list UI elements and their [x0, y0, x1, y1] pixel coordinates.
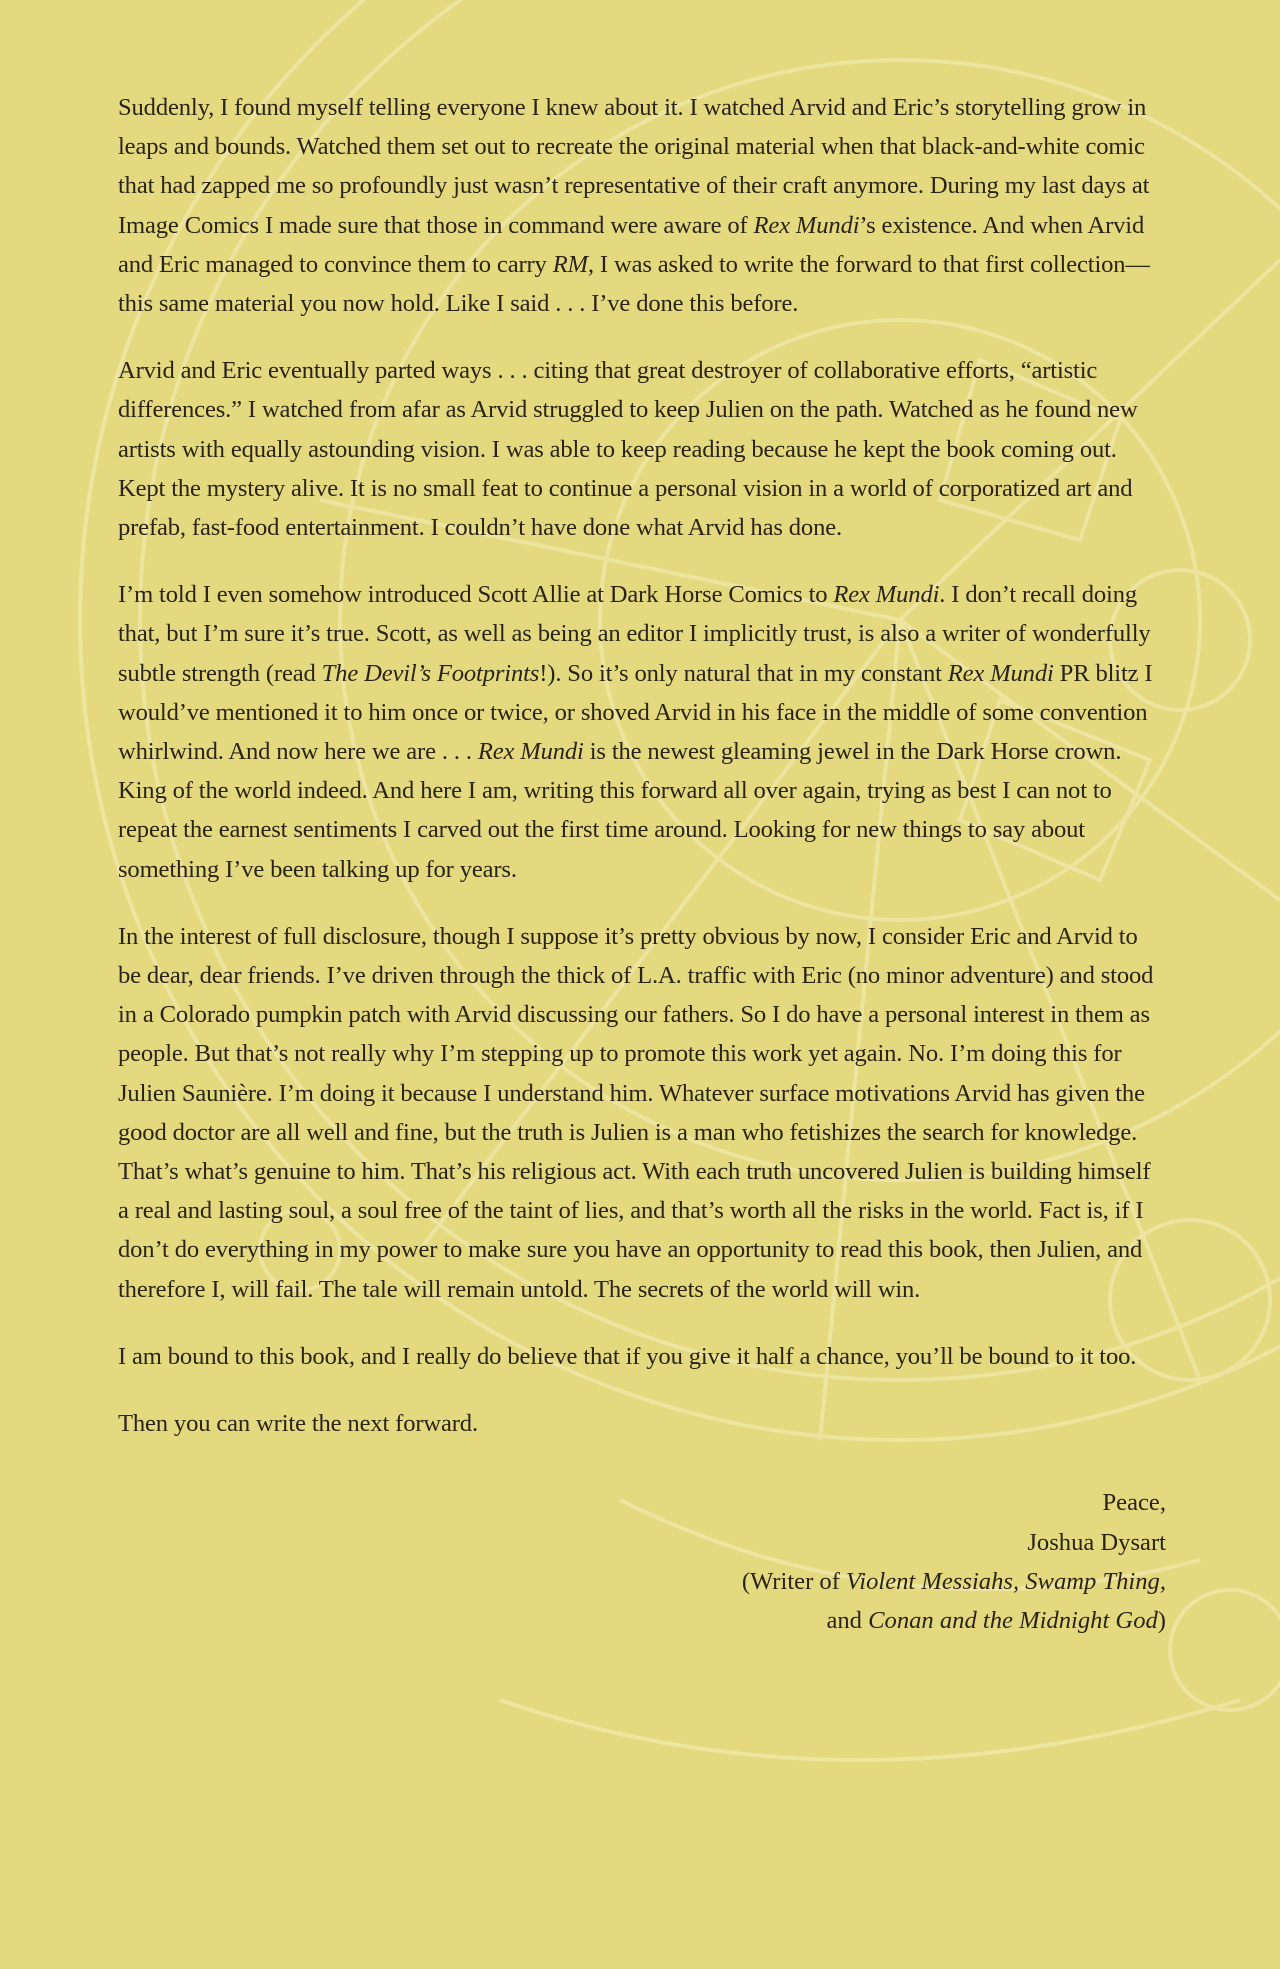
author-credit-line: and Conan and the Midnight God): [826, 1606, 1166, 1634]
paragraph: Suddenly, I found myself telling everyone I knew about it. I watched Arvid and Eric’s storytelling grow in leaps and bounds. Watched them set out to recreate the original material when that black-and-white comic that had zapped me so profoundly just wasn’t representative of their craft anymore. During my last days at Image Comics I made sure that those in command were aware of Rex Mundi’s existence. And when Arvid and Eric managed to convince them to carry RM, I was asked to write the forward to that first collection—this same material you now hold. Like I said . . . I’ve done this before.: [118, 94, 1150, 318]
paragraph: Then you can write the next forward.: [118, 1410, 478, 1438]
italic-title: RM,: [552, 250, 594, 278]
closing: Peace,: [1102, 1489, 1166, 1517]
italic-title: Rex Mundi: [947, 659, 1054, 687]
italic-title: The Devil’s Footprints: [321, 659, 540, 687]
italic-title: Rex Mundi: [753, 211, 860, 239]
author-credit-line: (Writer of Violent Messiahs, Swamp Thing,: [741, 1567, 1166, 1595]
italic-title: Conan and the Midnight God: [868, 1606, 1158, 1634]
paragraph: In the interest of full disclosure, though I suppose it’s pretty obvious by now, I consider Eric and Arvid to be dear, dear friends. I’ve driven through the thick of L.A. traffic with Eric (no minor adventure) and stood in a Colorado pumpkin patch with Arvid discussing our fathers. So I do have a personal interest in them as people. But that’s not really why I’m stepping up to promote this work yet again. No. I’m doing this for Julien Saunière. I’m doing it because I understand him. Whatever surface motivations Arvid has given the good doctor are all well and fine, but the truth is Julien is a man who fetishizes the search for knowledge. That’s what’s genuine to him. That’s his religious act. With each truth uncovered Julien is building himself a real and lasting soul, a soul free of the taint of lies, and that’s worth all the risks in the world. Fact is, if I don’t do everything in my power to make sure you have an opportunity to read this book, then Julien, and therefore I, will fail. The tale will remain untold. The secrets of the world will win.: [118, 922, 1154, 1303]
paragraph: Arvid and Eric eventually parted ways . . . citing that great destroyer of collaborative efforts, “artistic differences.” I watched from afar as Arvid struggled to keep Julien on the path. Watched as he found new artists with equally astounding vision. I was able to keep reading because he kept the book coming out. Kept the mystery alive. It is no small feat to continue a personal vision in a world of corporatized art and prefab, fast-food entertainment. I couldn’t have done what Arvid has done.: [118, 357, 1138, 542]
paragraph: I am bound to this book, and I really do believe that if you give it half a chance, you’ll be bound to it too.: [118, 1342, 1137, 1370]
foreword-page: [118, 88, 1166, 1640]
paragraph: I’m told I even somehow introduced Scott Allie at Dark Horse Comics to Rex Mundi. I don’t recall doing that, but I’m sure it’s true. Scott, as well as being an editor I implicitly trust, is also a writer of wonderfully subtle strength (read The Devil’s Footprints!). So it’s only natural that in my constant Rex Mundi PR blitz I would’ve mentioned it to him once or twice, or shoved Arvid in his face in the middle of some convention whirlwind. And now here we are . . . Rex Mundi is the newest gleaming jewel in the Dark Horse crown. King of the world indeed. And here I am, writing this forward all over again, trying as best I can not to repeat the earnest sentiments I carved out the first time around. Looking for new things to say about something I’ve been talking up for years.: [118, 581, 1153, 883]
italic-title: Rex Mundi: [833, 581, 940, 609]
signoff: [118, 1483, 1166, 1640]
italic-title: Rex Mundi: [477, 738, 584, 766]
author-name: Joshua Dysart: [1027, 1528, 1166, 1556]
italic-title: Violent Messiahs, Swamp Thing,: [846, 1567, 1166, 1595]
